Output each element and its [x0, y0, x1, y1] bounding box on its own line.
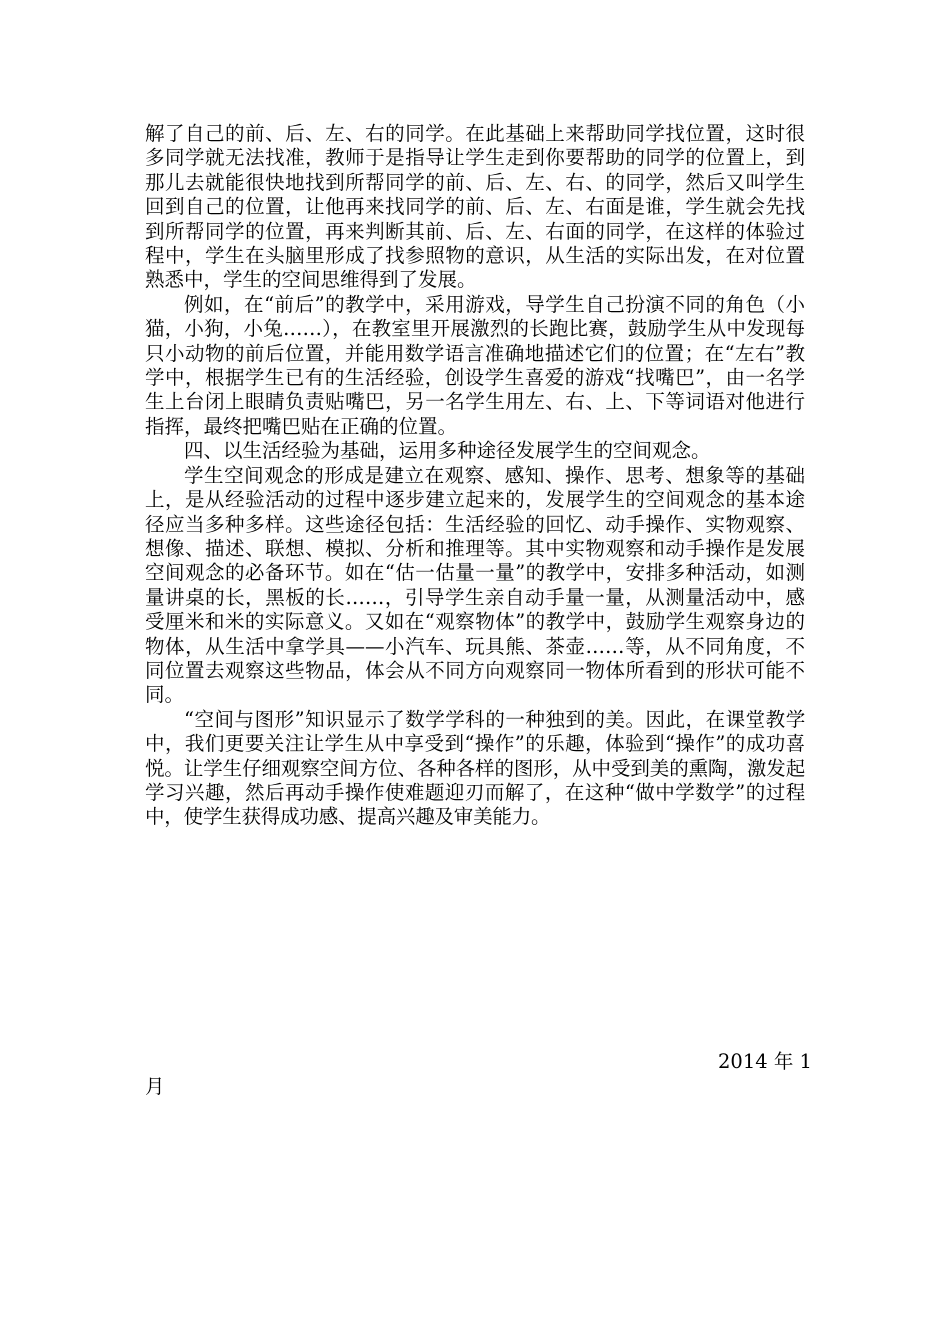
date-month: 月 — [145, 1075, 165, 1098]
date-year: 2014 年 1 — [718, 1050, 812, 1073]
document-body — [145, 122, 805, 830]
paragraph-game-example: 例如，在“前后”的教学中，采用游戏，导学生自己扮演不同的角色（小猫，小狗，小兔……），在教室里开展激烈的长跑比赛，鼓励学生从中发现每只小动物的前后位置，并能用数学语言准确地描述它们的位置；在“左右”教学中，根据学生已有的生活经验，创设学生喜爱的游戏“找嘴巴”，由一名学生上台闭上眼睛负责贴嘴巴，另一名学生用左、右、上、下等词语对他进行指挥，最终把嘴巴贴在正确的位置。 — [145, 292, 805, 438]
paragraph-geometry-beauty: “空间与图形”知识显示了数学学科的一种独到的美。因此，在课堂教学中，我们更要关注让学生从中享受到“操作”的乐趣，体验到“操作”的成功喜悦。让学生仔细观察空间方位、各种各样的图形，从中受到美的熏陶，激发起学习兴趣，然后再动手操作使难题迎刃而解了，在这种“做中学数学”的过程中，使学生获得成功感、提高兴趣及审美能力。 — [145, 707, 805, 829]
paragraph-spatial-concept: 学生空间观念的形成是建立在观察、感知、操作、思考、想象等的基础上，是从经验活动的过程中逐步建立起来的，发展学生的空间观念的基本途径应当多种多样。这些途径包括：生活经验的回忆、动手操作、实物观察、想像、描述、联想、模拟、分析和推理等。其中实物观察和动手操作是发展空间观念的必备环节。如在“估一估量一量”的教学中，安排多种活动，如测量讲桌的长，黑板的长……，引导学生亲自动手量一量，从测量活动中，感受厘米和米的实际意义。又如在“观察物体”的教学中，鼓励学生观察身边的物体，从生活中拿学具——小汽车、玩具熊、茶壶……等，从不同角度，不同位置去观察这些物品，体会从不同方向观察同一物体所看到的形状可能不同。 — [145, 463, 805, 707]
paragraph-position-practice: 解了自己的前、后、左、右的同学。在此基础上来帮助同学找位置，这时很多同学就无法找准，教师于是指导让学生走到你要帮助的同学的位置上，到那儿去就能很快地找到所帮同学的前、后、左、右、的同学，然后又叫学生回到自己的位置，让他再来找同学的前、后、左、右面是谁，学生就会先找到所帮同学的位置，再来判断其前、后、左、右面的同学，在这样的体验过程中，学生在头脑里形成了找参照物的意识，从生活的实际出发，在对位置熟悉中，学生的空间思维得到了发展。 — [145, 122, 805, 292]
section-heading-four: 四、以生活经验为基础，运用多种途径发展学生的空间观念。 — [184, 439, 711, 463]
